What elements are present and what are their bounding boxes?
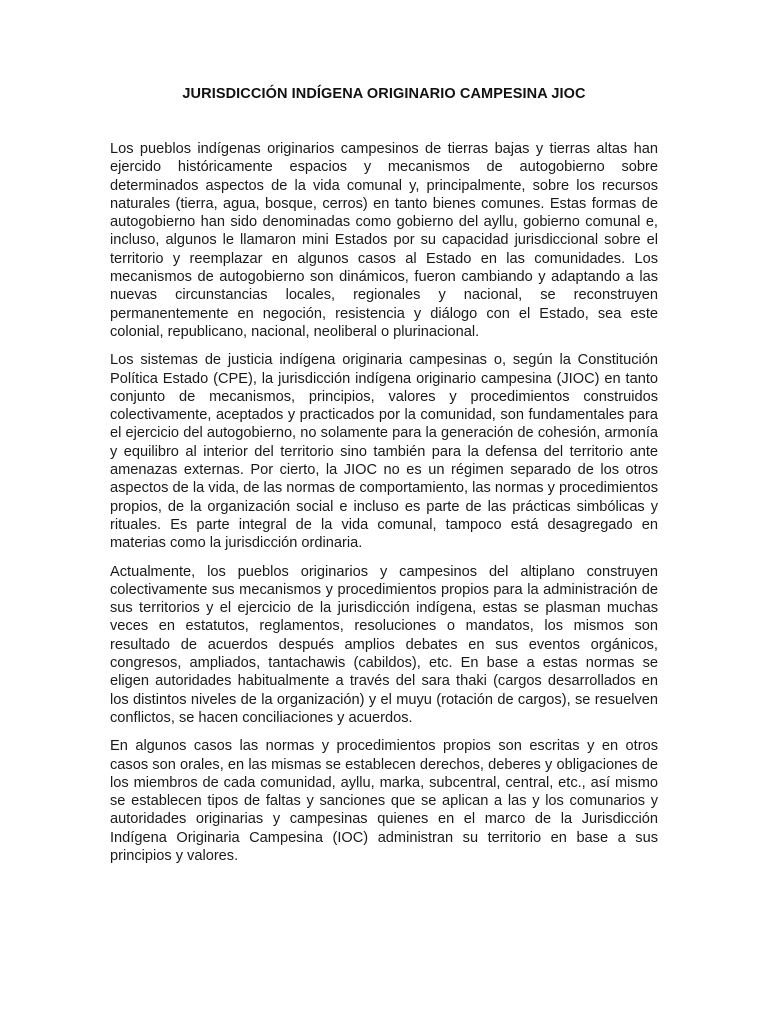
document-title: JURISDICCIÓN INDÍGENA ORIGINARIO CAMPESINA JIOC [182,86,586,102]
paragraph-3: Actualmente, los pueblos originarios y campesinos del altiplano construyen colectivamente sus mecanismos y procedimientos propios para la administración de sus territorios y el ejercicio de la jurisdicción indígena, estas se plasman muchas veces en estatutos, reglamentos, resoluciones o mandatos, los mismos son resultado de acuerdos después amplios debates en sus eventos orgánicos, congresos, ampliados, tantachawis (cabildos), etc. En base a estas normas se eligen autoridades habitualmente a través del sara thaki (cargos desarrollados en los distintos niveles de la organización) y el muyu (rotación de cargos), se resuelven conflictos, se hacen conciliaciones y acuerdos. [110,563,658,726]
paragraph-2: Los sistemas de justicia indígena originaria campesinas o, según la Constitución Política Estado (CPE), la jurisdicción indígena originario campesina (JIOC) en tanto conjunto de mecanismos, principios, valores y procedimientos construidos colectivamente, aceptados y practicados por la comunidad, son fundamentales para el ejercicio del autogobierno, no solamente para la generación de cohesión, armonía y equilibro al interior del territorio sino también para la defensa del territorio ante amenazas externas. Por cierto, la JIOC no es un régimen separado de los otros aspectos de la vida, de las normas de comportamiento, las normas y procedimientos propios, de la organización social e incluso es parte de las prácticas simbólicas y rituales. Es parte integral de la vida comunal, tampoco está desagregado en materias como la jurisdicción ordinaria. [110,352,658,552]
paragraph-4: En algunos casos las normas y procedimientos propios son escritas y en otros casos son orales, en las mismas se establecen derechos, deberes y obligaciones de los miembros de cada comunidad, ayllu, marka, subcentral, central, etc., así mismo se establecen tipos de faltas y sanciones que se aplican a las y los comunarios y autoridades originarias y campesinas quienes en el marco de la Jurisdicción Indígena Originaria Campesina (IOC) administran su territorio en base a sus principios y valores. [110,738,658,864]
paragraph-1: Los pueblos indígenas originarios campesinos de tierras bajas y tierras altas han ejercido históricamente espacios y mecanismos de autogobierno sobre determinados aspectos de la vida comunal y, principalmente, sobre los recursos naturales (tierra, agua, bosque, cerros) en tanto bienes comunes. Estas formas de autogobierno han sido denominadas como gobierno del ayllu, gobierno comunal e, incluso, algunos le llamaron mini Estados por su capacidad jurisdiccional sobre el territorio y reemplazar en algunos casos al Estado en las comunidades. Los mecanismos de autogobierno son dinámicos, fueron cambiando y adaptando a las nuevas circunstancias locales, regionales y nacional, se reconstruyen permanentemente en negoción, resistencia y diálogo con el Estado, sea este colonial, republicano, nacional, neoliberal o plurinacional. [110,141,658,340]
document-body [110,140,658,875]
